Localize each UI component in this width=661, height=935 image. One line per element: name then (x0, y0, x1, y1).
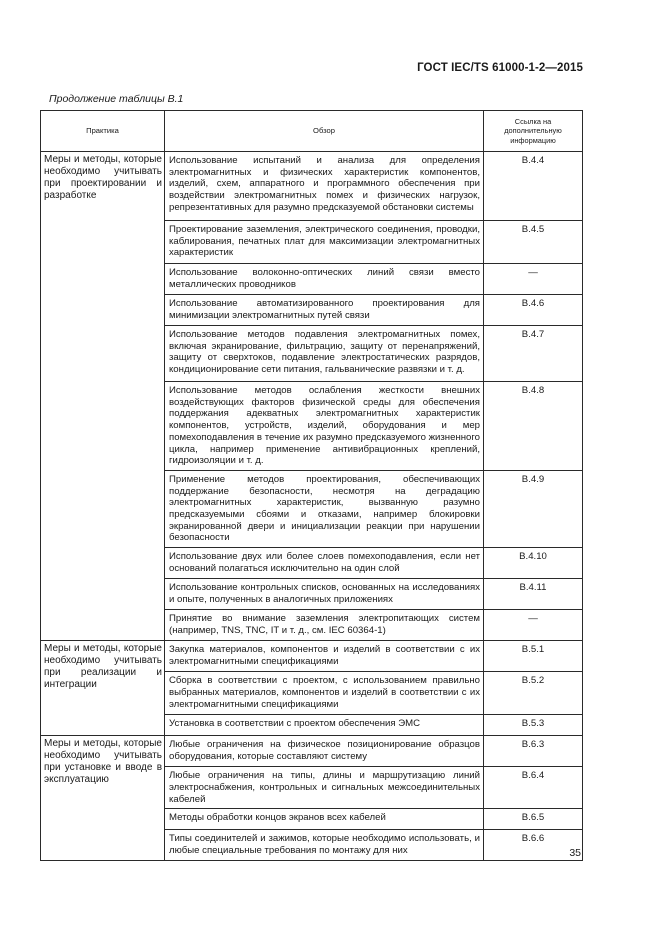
requirements-table (40, 110, 583, 861)
reference-cell: B.4.8 (484, 382, 583, 471)
reference-cell: B.6.6 (484, 830, 583, 861)
overview-cell: Методы обработки концов экранов всех кабелей (165, 809, 484, 830)
overview-cell: Любые ограничения на типы, длины и маршрутизацию линий электроснабжения, контрольных и сигнальных межсоединительных кабелей (165, 767, 484, 809)
column-header-reference: Ссылка на дополнительную информацию (484, 111, 583, 152)
reference-cell: B.5.2 (484, 672, 583, 715)
reference-cell: B.4.9 (484, 470, 583, 547)
reference-cell: B.4.6 (484, 295, 583, 326)
reference-cell: B.6.3 (484, 736, 583, 767)
overview-cell: Использование автоматизированного проектирования для минимизации электромагнитных путей связи (165, 295, 484, 326)
practice-cell-implementation: Меры и методы, которые необходимо учитывать при реализации и интеграции (41, 641, 165, 736)
reference-cell: B.5.1 (484, 641, 583, 672)
standard-title: ГОСТ IEC/TS 61000-1-2—2015 (417, 62, 583, 74)
reference-cell: B.6.4 (484, 767, 583, 809)
reference-cell: B.4.11 (484, 579, 583, 610)
overview-cell: Использование испытаний и анализа для определения электромагнитных и физических характеристик компонентов, изделий, схем, аппаратного и программного обеспечения при воздействии электромагнитных помех и физических нагрузок, репрезентативных для разумно предсказуемой обстановки системы (165, 152, 484, 221)
table-row (41, 152, 583, 221)
overview-cell: Типы соединителей и зажимов, которые необходимо использовать, и любые специальные требования по монтажу для них (165, 830, 484, 861)
reference-cell: B.5.3 (484, 715, 583, 736)
page-number: 35 (569, 847, 581, 859)
overview-cell: Закупка материалов, компонентов и изделий в соответствии с их электромагнитными спецификациями (165, 641, 484, 672)
overview-cell: Использование двух или более слоев помехоподавления, если нет оснований полагаться исключительно на один слой (165, 548, 484, 579)
reference-cell: — (484, 610, 583, 641)
reference-cell: B.4.10 (484, 548, 583, 579)
table-header-row (41, 111, 583, 152)
overview-cell: Проектирование заземления, электрического соединения, проводки, каблирования, печатных плат для максимизации электромагнитных характеристик (165, 221, 484, 264)
reference-cell: B.4.7 (484, 326, 583, 382)
overview-cell: Любые ограничения на физическое позиционирование образцов оборудования, которые составляют систему (165, 736, 484, 767)
table-row (41, 641, 583, 672)
overview-cell: Использование методов ослабления жесткости внешних воздействующих факторов физической среды для обеспечения поддержания адекватных электромагнитных характеристик компонентов, устройств, изделий, оборудования и мер помехоподавления в течение их разумно предсказуемого жизненного цикла, например применение антивибрационных креплений, гидроизоляции и т. д. (165, 382, 484, 471)
overview-cell: Применение методов проектирования, обеспечивающих поддержание безопасности, несмотря на деградацию электромагнитных характеристик, вызванную разумно предсказуемыми сбоями и отказами, например блокировки экранированной двери и инициализации реакции при нарушении безопасности (165, 470, 484, 547)
table-row (41, 736, 583, 767)
overview-cell: Сборка в соответствии с проектом, с использованием правильно выбранных материалов, компонентов и изделий в соответствии с их электромагнитными спецификациями (165, 672, 484, 715)
practice-cell-design: Меры и методы, которые необходимо учитывать при проектировании и разработке (41, 152, 165, 641)
overview-cell: Установка в соответствии с проектом обеспечения ЭМС (165, 715, 484, 736)
overview-cell: Использование контрольных списков, основанных на исследованиях и опыте, полученных в аналогичных приложениях (165, 579, 484, 610)
reference-cell: B.4.5 (484, 221, 583, 264)
overview-cell: Принятие во внимание заземления электропитающих систем (например, TNS, TNC, IT и т. д., см. IEC 60364-1) (165, 610, 484, 641)
overview-cell: Использование волоконно-оптических линий связи вместо металлических проводников (165, 264, 484, 295)
table-caption: Продолжение таблицы В.1 (49, 93, 184, 105)
column-header-practice: Практика (41, 111, 165, 152)
overview-cell: Использование методов подавления электромагнитных помех, включая экранирование, фильтрацию, защиту от перенапряжений, защиту от сверхтоков, подавление электростатических разрядов, кондиционирование сети питания, гальванические развязки и т. д. (165, 326, 484, 382)
reference-cell: — (484, 264, 583, 295)
column-header-overview: Обзор (165, 111, 484, 152)
reference-cell: B.6.5 (484, 809, 583, 830)
reference-cell: B.4.4 (484, 152, 583, 221)
practice-cell-installation: Меры и методы, которые необходимо учитывать при установке и вводе в эксплуатацию (41, 736, 165, 861)
